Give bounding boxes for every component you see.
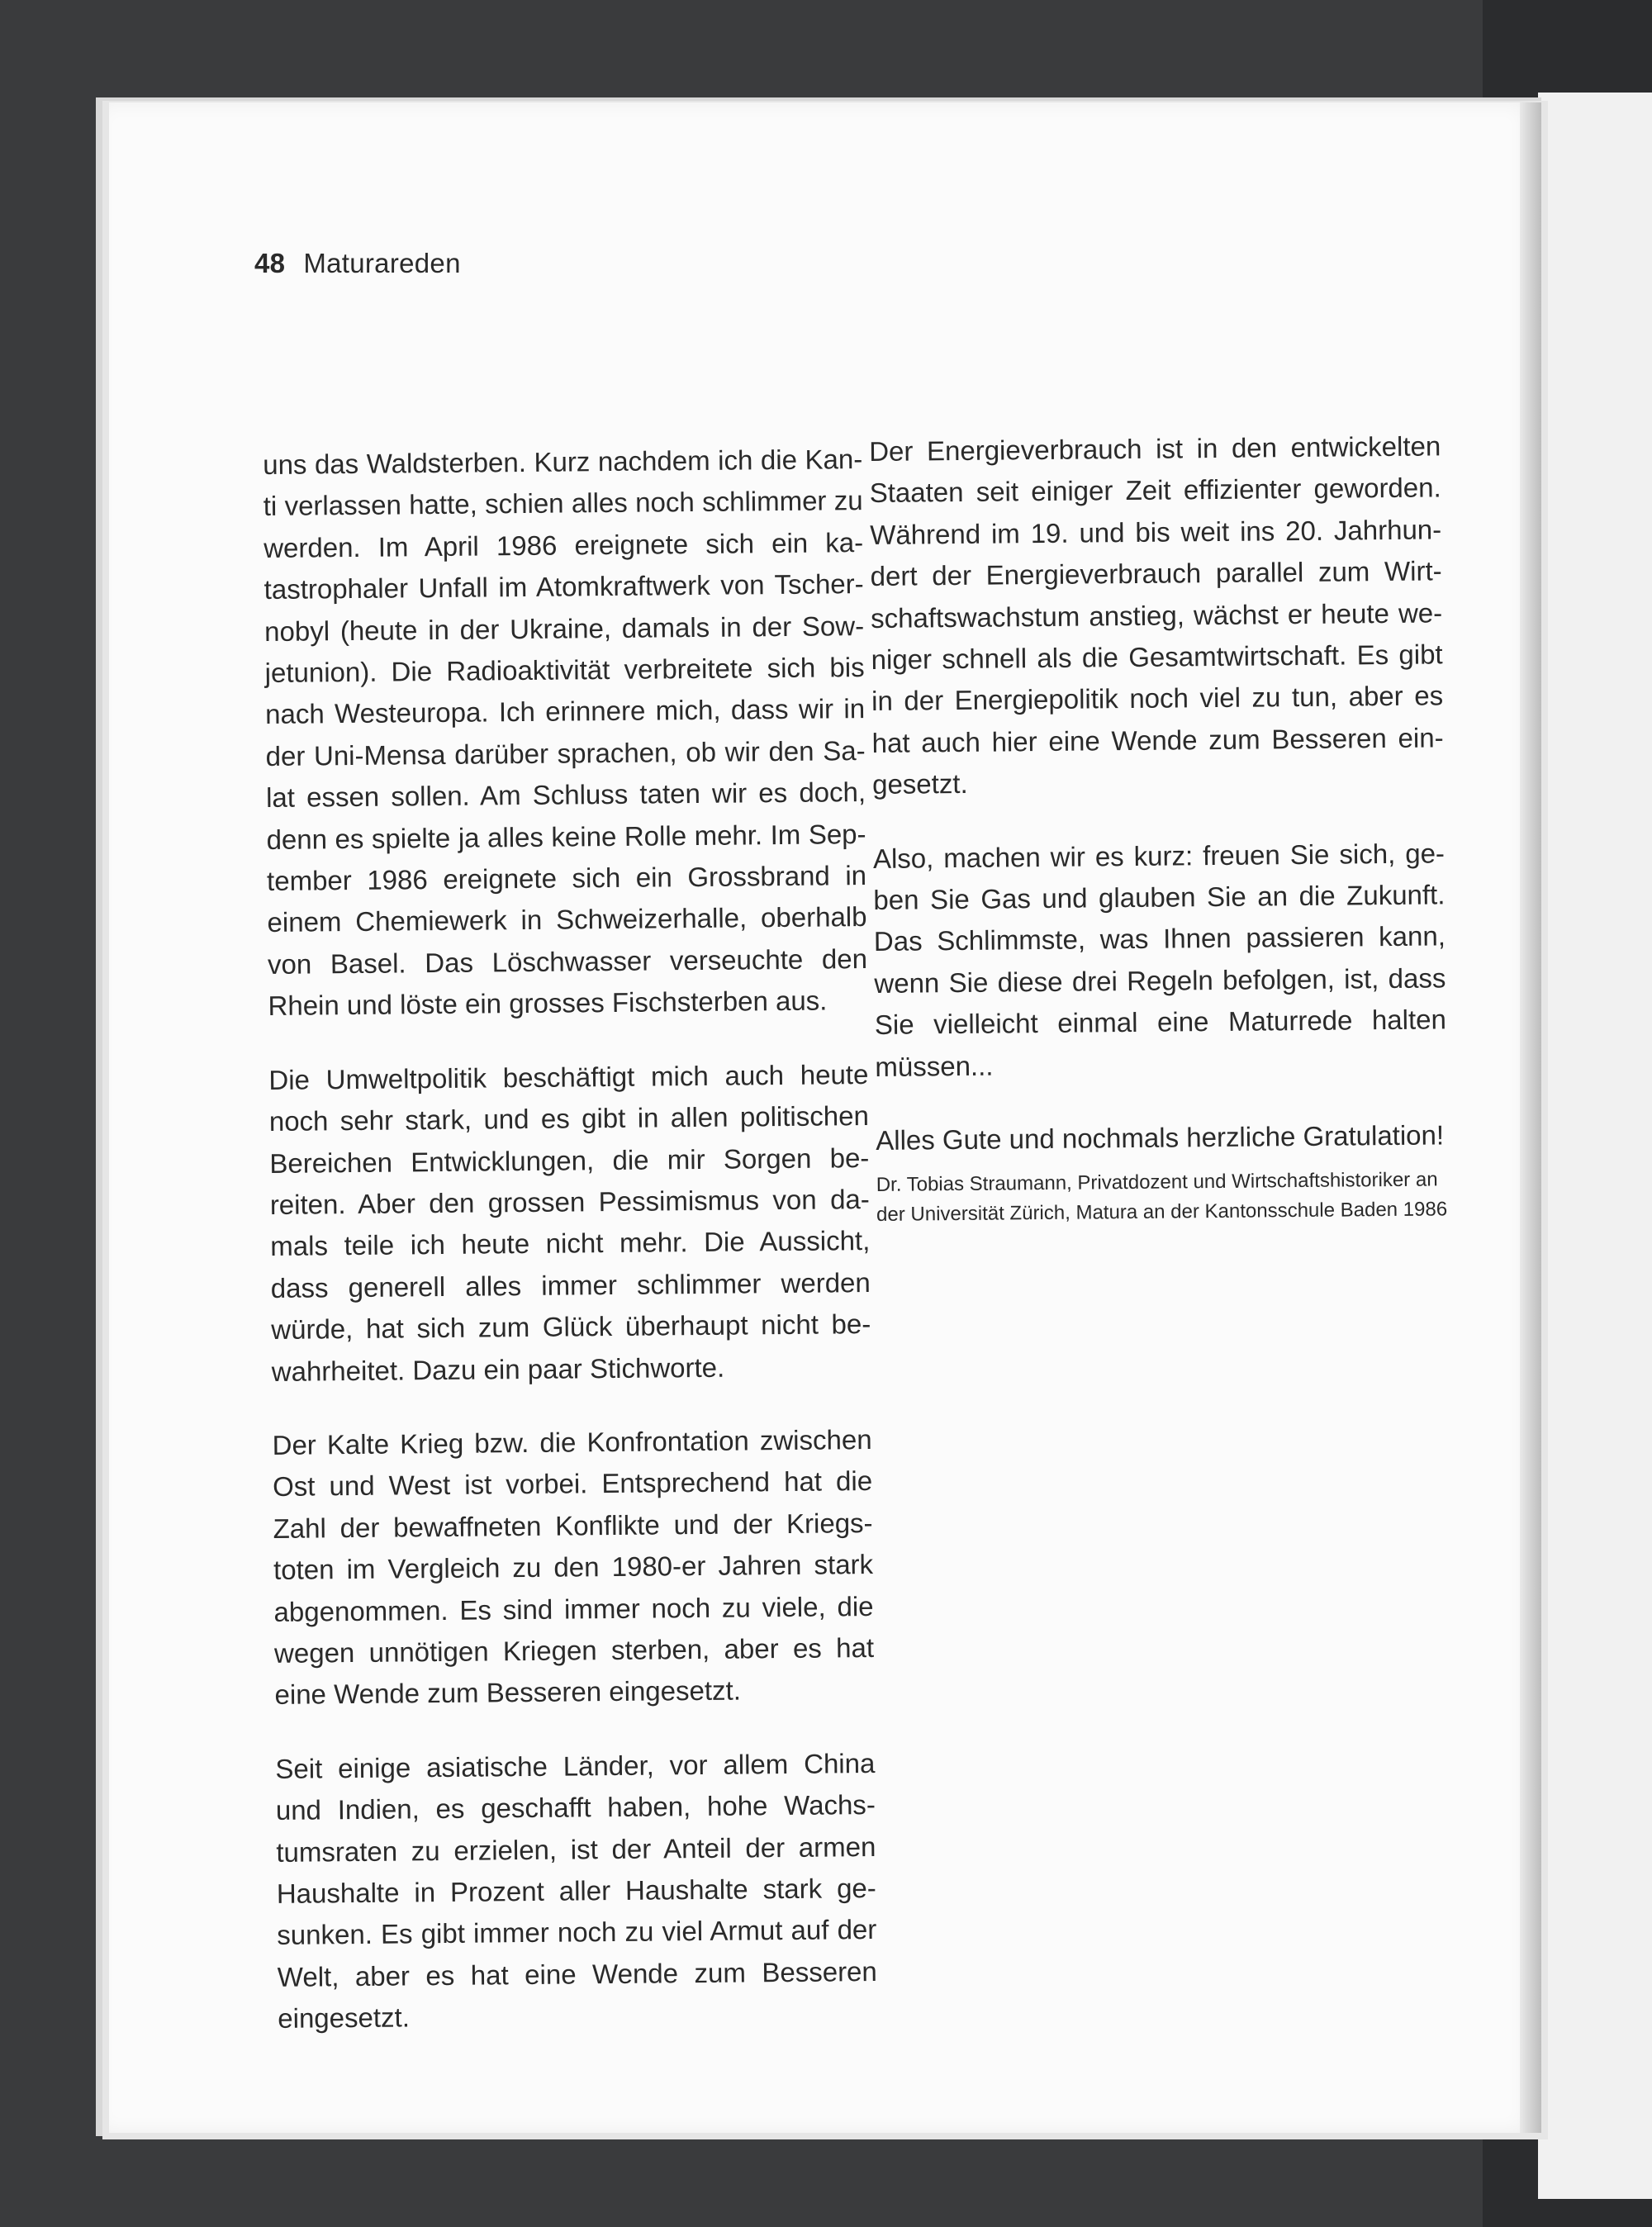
left-text-column (263, 439, 878, 2073)
closing-line: Alles Gute und nochmals herzliche Gratulation! (876, 1119, 1445, 1156)
body-paragraph: uns das Waldsterben. Kurz nachdem ich die Kanti verlassen hatte, schien alles noch schlimmer zu werden. Im April 1986 ereignete sich ein katastrophaler Unfall im Atomkraftwerk von Tschernobyl (heute in der Ukraine, damals in der Sowjetunion). Die Radioaktivität verbreitete sich bis nach Westeuropa. Ich erinnere mich, dass wir in der Uni-Mensa darüber sprachen, ob wir den Salat essen sollen. Am Schluss taten wir es doch, denn es spielte ja alles keine Rolle mehr. Im September 1986 ereignete sich ein Grossbrand in einem Chemiewerk in Schweizerhalle, oberhalb von Basel. Das Löschwasser verseuchte den Rhein und löste ein grosses Fischsterben aus. (263, 444, 868, 1022)
page-number: 48 (254, 248, 286, 278)
right-text-column (869, 425, 1448, 1229)
body-paragraph: Der Kalte Krieg bzw. die Konfrontation zwischen Ost und West ist vorbei. Entsprechend hat die Zahl der bewaffneten Konflikte und der Kriegstoten im Vergleich zu den 1980-er Jahren stark abgenommen. Es sind immer noch zu viele, die wegen unnötigen Kriegen sterben, aber es hat eine Wende zum Besseren eingesetzt. (272, 1423, 875, 1711)
running-header (254, 248, 461, 279)
body-paragraph: Der Energieverbrauch ist in den entwickelten Staaten seit einiger Zeit effizienter geworden. Während im 19. und bis weit ins 20. Jahrhundert der Energieverbrauch parallel zum Wirtschaftswachstum anstieg, wächst er heute weniger schnell als die Gesamtwirtschaft. Es gibt in der Energiepolitik noch viel zu tun, aber es hat auch hier eine Wende zum Besseren eingesetzt. (869, 430, 1444, 800)
body-paragraph: Die Umweltpolitik beschäftigt mich auch heute noch sehr stark, und es gibt in allen politischen Bereichen Entwicklungen, die mir Sorgen bereiten. Aber den grossen Pessimismus von damals teile ich heute nicht mehr. Die Aussicht, dass generell alles immer schlimmer werden würde, hat sich zum Glück überhaupt nicht bewahrheitet. Dazu ein paar Stichworte. (268, 1058, 871, 1387)
author-bio: Dr. Tobias Straumann, Privatdozent und Wirtschaftshistoriker an der Universität Zürich, Matura an der Kantonsschule Baden 1986 (876, 1167, 1448, 1226)
running-title: Maturareden (303, 248, 461, 278)
facing-page-edge (1538, 93, 1652, 2199)
book-gutter (1520, 102, 1541, 2133)
body-paragraph: Also, machen wir es kurz: freuen Sie sich, geben Sie Gas und glauben Sie an die Zukunft. Das Schlimmste, was Ihnen passieren kann, wenn Sie diese drei Regeln befolgen, ist, dass Sie vielleicht einmal eine Maturrede halten müssen... (872, 837, 1447, 1082)
body-paragraph: Seit einige asiatische Länder, vor allem China und Indien, es geschafft haben, hohe Wachstumsraten zu erzielen, ist der Anteil der armen Haushalte in Prozent aller Haushalte stark gesunken. Es gibt immer noch zu viel Armut auf der Welt, aber es hat eine Wende zum Besseren eingesetzt. (275, 1747, 877, 2035)
